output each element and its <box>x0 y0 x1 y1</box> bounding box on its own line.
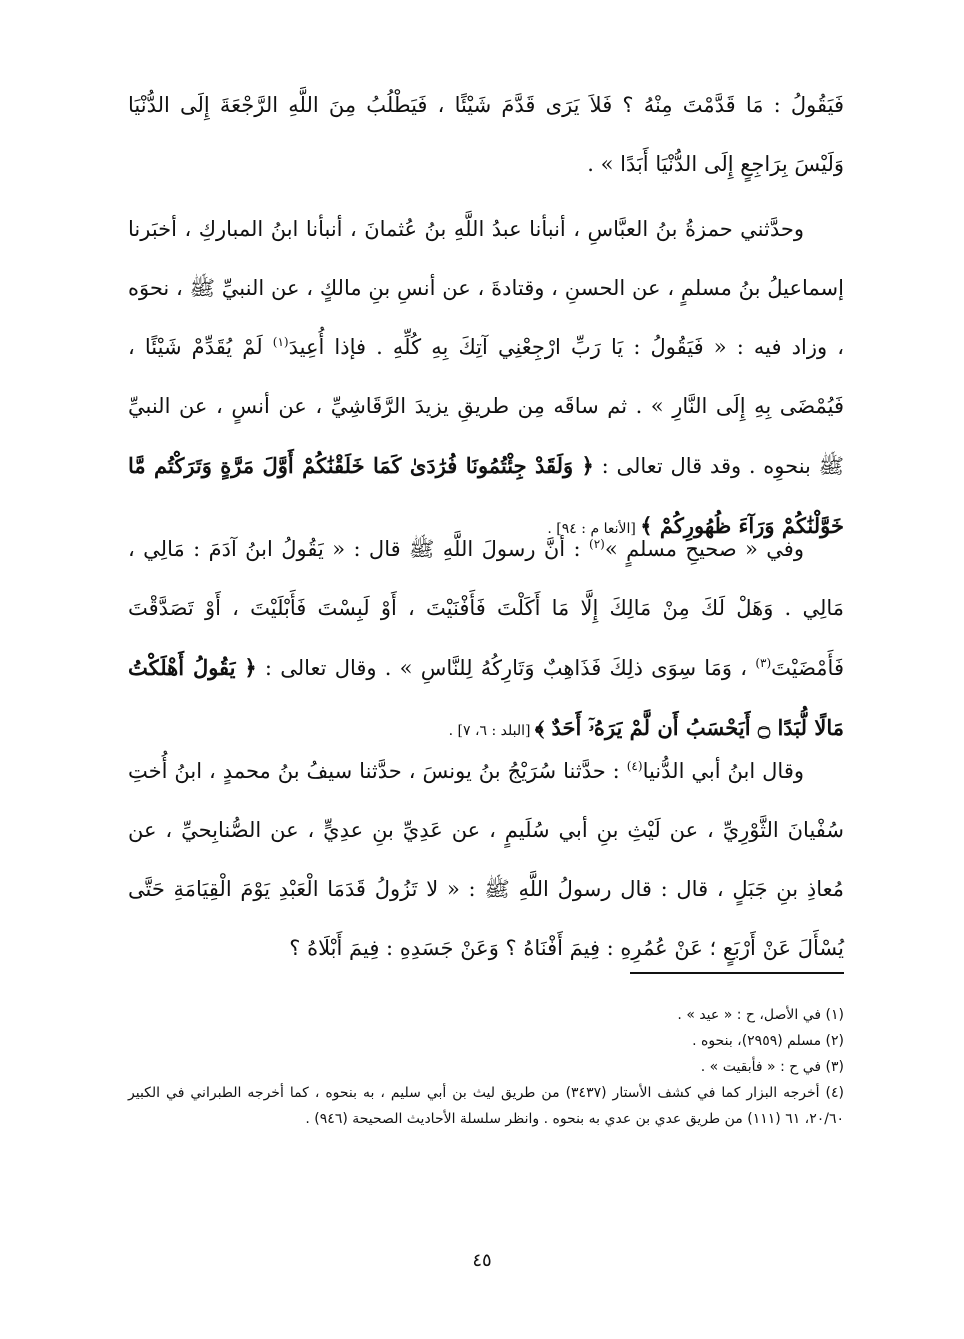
paragraph-text: وفي « صحيحِ مسلمٍ » <box>604 537 804 561</box>
footnote-separator <box>630 972 844 974</box>
footnote-marker[interactable]: (٢) <box>589 537 605 551</box>
paragraph-text: وحدَّثني حمزةُ بنُ العبَّاسِ ، أنبأنا عبدُ اللَّهِ بنُ عُثمانَ ، أنبأنا ابنُ المباركِ ، أخبَرنا إسماعيلُ بنُ مسلمٍ ، عن الحسنِ ، وقتادةَ ، عن أنسِ بنِ مالكٍ ، عن النبيِّ ﷺ ، نحوَه ، وزاد فيه : « فَيَقُولُ : يَا رَبِّ ارْجِعْنِي آتِكَ بِهِ كُلِّهِ . فإذا أُعِيدَ <box>128 217 844 359</box>
paragraph-text: لَمْ يُقَدِّمْ شَيْئًا ، فَيُمْضَى بِهِ إِلَى النَّارِ » . ثم ساقَه مِن طريقِ يزيدَ الرَّقَاشِيِّ ، عن أنسٍ ، عن النبيِّ ﷺ بنحوِه . وقد قال تعالى : <box>128 335 845 478</box>
footnote-1: (١) في الأصل، ح : « عيد » . <box>677 1007 844 1023</box>
footnote-3: (٣) في ح : « فأبقيت » . <box>700 1059 844 1075</box>
paragraph-1 <box>128 76 844 194</box>
paragraph-3 <box>128 520 844 761</box>
verse-reference: [الأنعا م : ٩٤] . <box>547 521 641 537</box>
paragraph-text: فَيَقُولُ : مَا قَدَّمْتَ مِنْهُ ؟ فَلاَ يَرَى قَدَّمَ شَيْئًا ، فَيَطْلُبُ مِنَ اللَّهِ الرَّجْعَةَ إِلَى الدُّنْيَا وَلَيْسَ بِرَاجِعٍ إِلَى الدُّنْيَا أَبَدًا » . <box>128 93 844 176</box>
quran-verse: ﴿ وَلَقَدْ جِئْتُمُونَا فُرَٰدَىٰ كَمَا خَلَقْنَٰكُمْ أَوَّلَ مَرَّةٍ وَتَرَكْتُم مَّا خَوَّلْنَٰكُمْ وَرَآءَ ظُهُورِكُمْ ﴾ <box>128 453 844 538</box>
paragraph-text: ، وَمَا سِوَى ذلِكَ فَذَاهِبٌ وَتَارِكُهُ لِلنَّاسِ » . وقال تعالى : <box>256 656 756 680</box>
footnote-marker[interactable]: (٤) <box>626 759 643 773</box>
footnote-marker[interactable]: (٣) <box>755 656 772 670</box>
footnotes <box>128 1002 844 1132</box>
footnote-marker[interactable]: (١) <box>272 335 289 349</box>
paragraph-4 <box>128 742 844 978</box>
paragraph-2 <box>128 200 844 559</box>
paragraph-text: وقال ابنُ أبي الدُّنيا <box>642 759 804 783</box>
verse-reference: [البلد : ٦، ٧] . <box>448 723 535 739</box>
page-number: ٤٥ <box>472 1250 492 1271</box>
quran-verse: ﴿ يَقُولُ أَهْلَكْتُ مَالًا لُّبَدًا ۝ أَيَحْسَبُ أَن لَّمْ يَرَهُۥٓ أَحَدٌ ﴾ <box>128 655 844 740</box>
footnote-4: (٤) أخرجه البزار كما في كشف الأستار (٣٤٣٧) من طريق ليث بن أبي سليم ، به بنحوه ، كما أخرجه الطبراني في الكبير ٢٠/٦٠، ٦١ (١١١) من طريق عدي بن عدي به بنحوه . وانظر سلسلة الأحاديث الصحيحة (٩٤٦) . <box>128 1085 844 1127</box>
footnote-2: (٢) مسلم (٢٩٥٩)، بنحوه . <box>692 1033 844 1049</box>
paragraph-text: : أنَّ رسولَ اللَّهِ ﷺ قال : « يَقُولُ ابنُ آدَمَ : مَالِي ، مَالِي . وَهَلْ لَكَ مِنْ مَالِكَ إِلَّا مَا أَكَلْتَ فَأَفْنَيْتَ ، أَوْ لَبِسْتَ فَأَبْلَيْتَ ، أَوْ تَصَدَّقْتَ فَأَمْضَيْتَ <box>128 537 844 680</box>
paragraph-text: : حدَّثنا سُرَيْجُ بنُ يونسَ ، حدَّثنا سيفُ بنُ محمدٍ ، ابنُ أُختِ سُفْيانَ الثَّوْرِيِّ ، عن لَيْثِ بنِ أبي سُلَيمٍ ، عن عَدِيِّ بنِ عدِيٍّ ، عن الصُّنابِحيِّ ، عن مُعاذِ بنِ جَبَلٍ ، قال : قال رسولُ اللَّهِ ﷺ : « لا تَزُولُ قَدَمَا الْعَبْدِ يَوْمَ الْقِيَامَةِ حَتَّى يُسْأَلَ عَنْ أَرْبَعٍ ؛ عَنْ عُمُرِهِ : فِيمَ أَفْنَاهُ ؟ وَعَنْ جَسَدِهِ : فِيمَ أَبْلَاهُ ؟ <box>128 759 844 960</box>
